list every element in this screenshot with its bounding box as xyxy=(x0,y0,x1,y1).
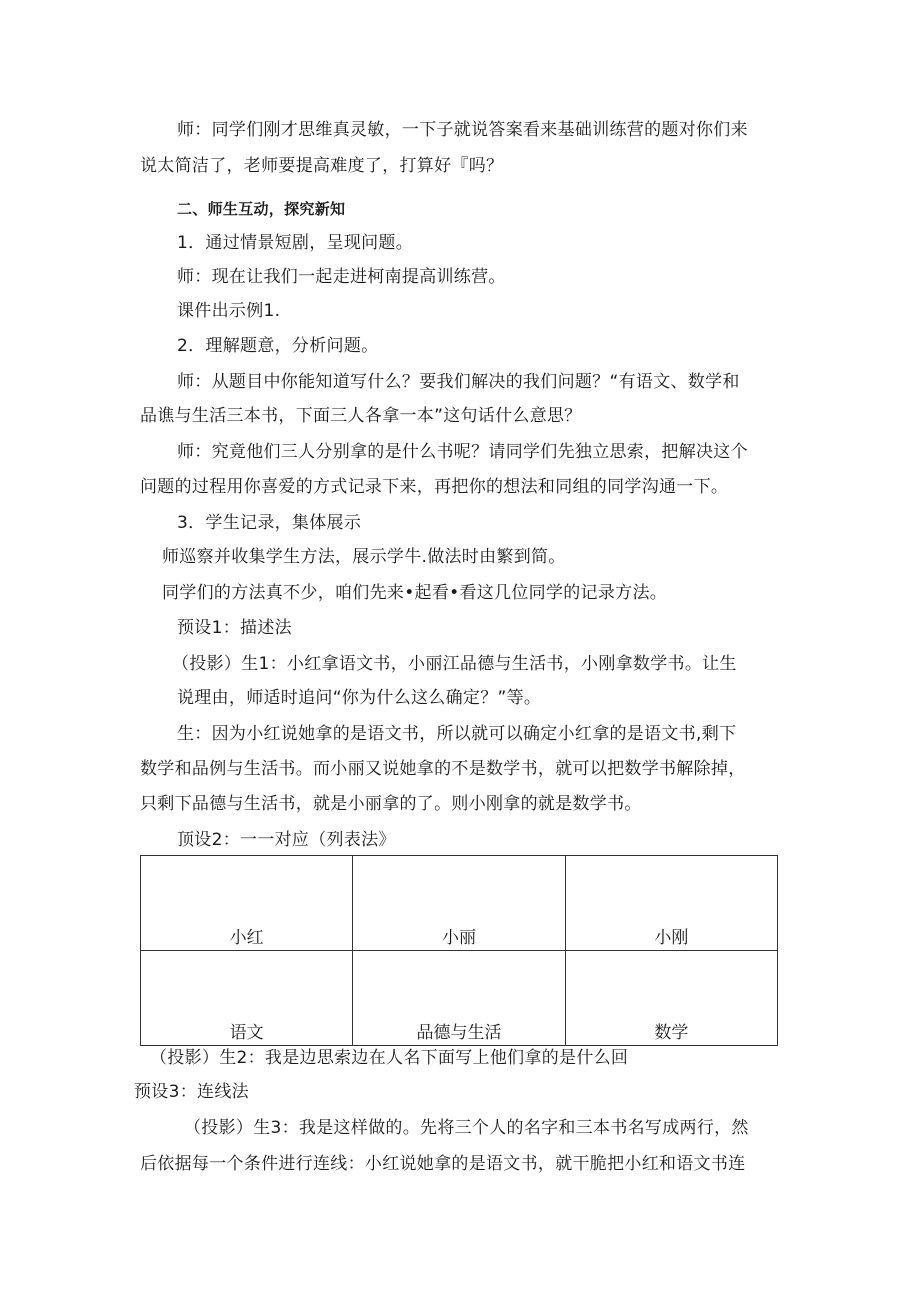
table-cell-book: 语文 xyxy=(141,951,353,1046)
table-cell-book: 数学 xyxy=(565,951,777,1046)
paragraph-student2: （投影）生2：我是边思索边在人名下面写上他们拿的是什么回 xyxy=(150,1048,629,1068)
paragraph-question-line1: 师：从题目中你能知道写什么？要我们解决的我们问题？“有语文、数学和 xyxy=(177,372,740,392)
step-3-line2: 同学们的方法真不少，咱们先来•起看•看这几位同学的记录方法。 xyxy=(162,583,668,603)
paragraph-student-reason-line1: 生：因为小红说她拿的是语文书，所以就可以确定小红拿的是语文书,剩下 xyxy=(177,724,737,744)
preset-2-title: 顶设2：一一对应（列表法》 xyxy=(177,830,396,850)
section-heading-interaction: 二、师生互动，探究新知 xyxy=(177,200,346,218)
table-cell-book: 品德与生活 xyxy=(353,951,565,1046)
step-1-teacher-line: 师：现在让我们一起走进柯南提高训练营。 xyxy=(177,267,506,287)
paragraph-student3-line1: （投影）生3：我是这样做的。先将三个人的名字和三本书名写成两行，然 xyxy=(184,1118,749,1138)
paragraph-student3-line2: 后依据每一个条件进行连线：小红说她拿的是语文书，就干脆把小红和语文书连 xyxy=(140,1154,746,1174)
table-row-names xyxy=(141,856,778,951)
paragraph-think-line2: 问题的过程用你喜爱的方式记录下来，再把你的想法和同组的同学沟通一下。 xyxy=(140,477,729,497)
preset-3-title: 预设3：连线法 xyxy=(134,1082,249,1102)
table-cell-name: 小刚 xyxy=(565,856,777,951)
paragraph-student1-line2: 说理由，师适时追问“你为什么这么确定？”等。 xyxy=(177,688,542,708)
step-2-title: 2．理解题意，分析问题。 xyxy=(177,336,379,356)
paragraph-question-line2: 品谯与生活三本书，下面三人各拿一本”这句话什么意思？ xyxy=(140,406,582,426)
step-3-line1: 师巡察并收集学生方法，展示学牛.做法时由繁到简。 xyxy=(162,547,566,567)
correspondence-table xyxy=(140,855,778,1046)
paragraph-teacher-intro-line1: 师：同学们刚才思维真灵敏，一下子就说答案看来基础训练营的题对你们来 xyxy=(177,120,748,140)
preset-1-title: 预设1：描述法 xyxy=(177,618,292,638)
step-3-title: 3．学生记录，集体展示 xyxy=(177,513,362,533)
paragraph-student-reason-line2: 数学和品例与生活书。而小丽又说她拿的不是数学书，就可以把数学书解除掉， xyxy=(140,759,746,779)
paragraph-student1-line1: （投影）生1：小红拿语文书，小丽江品德与生活书，小刚拿数学书。让生 xyxy=(172,654,737,674)
table-cell-name: 小丽 xyxy=(353,856,565,951)
paragraph-teacher-intro-line2: 说太简洁了，老师要提高难度了，打算好『吗？ xyxy=(140,156,504,176)
courseware-line: 课件出示例1. xyxy=(177,301,281,321)
table-cell-name: 小红 xyxy=(141,856,353,951)
step-1-title: 1．通过情景短剧，呈现问题。 xyxy=(177,233,414,253)
paragraph-student-reason-line3: 只剩下品德与生活书，就是小丽拿的了。则小刚拿的就是数学书。 xyxy=(140,794,642,814)
paragraph-think-line1: 师：究竟他们三人分别拿的是什么书呢？请同学们先独立思索，把解决这个 xyxy=(177,442,748,462)
table-row-books xyxy=(141,951,778,1046)
